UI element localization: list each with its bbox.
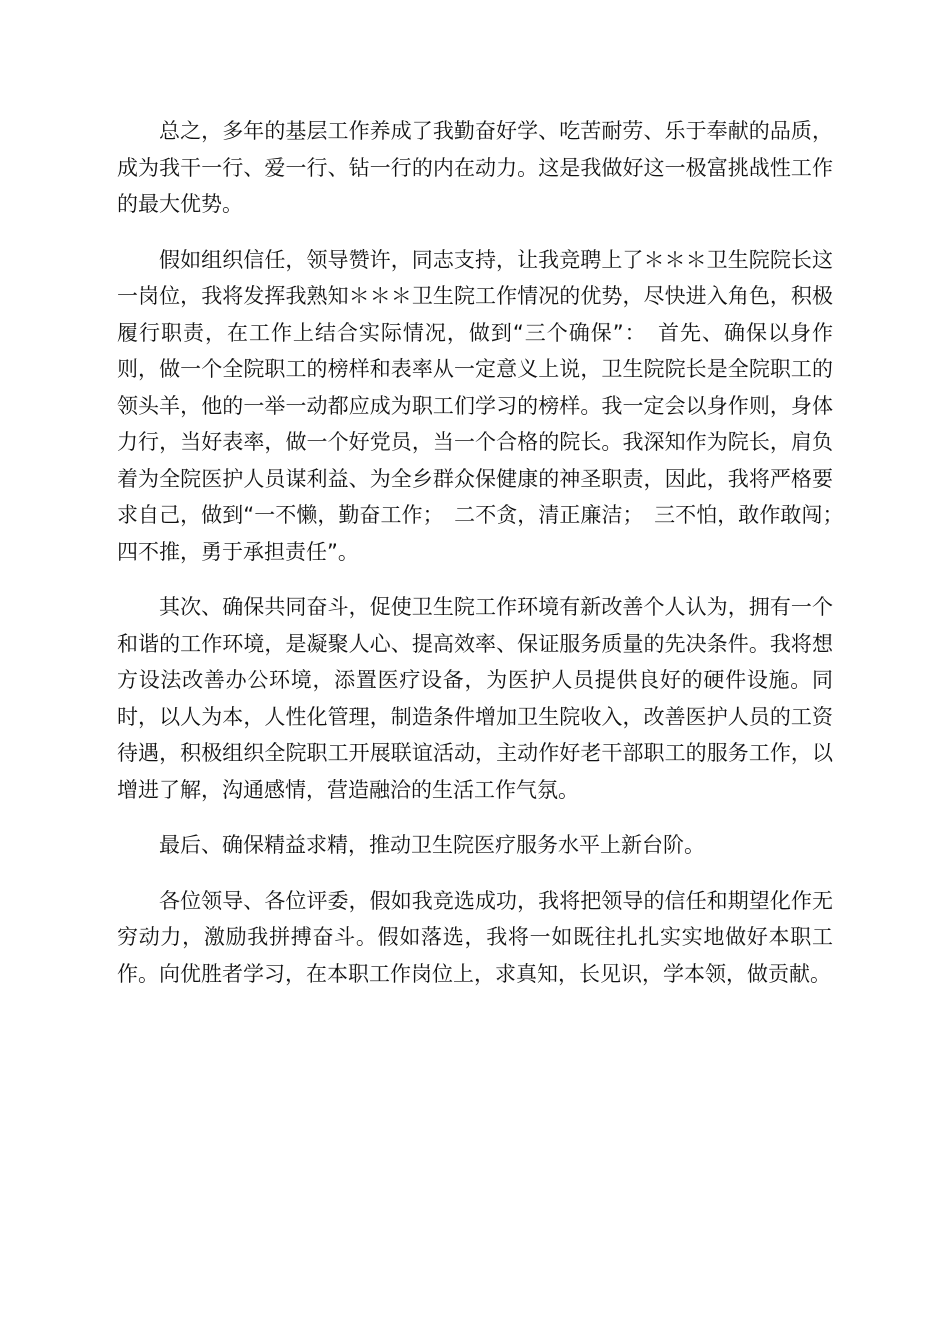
paragraph-3: 其次、确保共同奋斗，促使卫生院工作环境有新改善个人认为，拥有一个和谐的工作环境，是凝聚人心、提高效率、保证服务质量的先决条件。我将想方设法改善办公环境，添置医疗设备，为医护人员提供良好的硬件设施。同时，以人为本，人性化管理，制造条件增加卫生院收入，改善医护人员的工资待遇，积极组织全院职工开展联谊活动，主动作好老干部职工的服务工作，以增进了解，沟通感情，营造融洽的生活工作气氛。 [117, 595, 833, 802]
document-body [117, 113, 854, 1011]
paragraph-5: 各位领导、各位评委，假如我竞选成功，我将把领导的信任和期望化作无穷动力，激励我拼搏奋斗。假如落选，我将一如既往扎扎实实地做好本职工作。向优胜者学习，在本职工作岗位上，求真知，长见识，学本领，做贡献。 [117, 888, 833, 986]
paragraph-1: 总之，多年的基层工作养成了我勤奋好学、吃苦耐劳、乐于奉献的品质，成为我干一行、爱一行、钻一行的内在动力。这是我做好这一极富挑战性工作的最大优势。 [117, 119, 833, 216]
paragraph-4: 最后、确保精益求精，推动卫生院医疗服务水平上新台阶。 [159, 833, 705, 857]
paragraph-2: 假如组织信任，领导赞许，同志支持，让我竞聘上了＊＊＊卫生院院长这一岗位，我将发挥我熟知＊＊＊卫生院工作情况的优势，尽快进入角色，积极履行职责，在工作上结合实际情况，做到“三个确保”： 首先、确保以身作则，做一个全院职工的榜样和表率从一定意义上说，卫生院院长是全院职工的领头羊，他的一举一动都应成为职工们学习的榜样。我一定会以身作则，身体力行，当好表率，做一个好党员，当一个合格的院长。我深知作为院长，肩负着为全院医护人员谋利益、为全乡群众保健康的神圣职责，因此，我将严格要求自己，做到“一不懒，勤奋工作； 二不贪，清正廉洁； 三不怕，敢作敢闯； 四不推，勇于承担责任”。 [117, 247, 854, 564]
